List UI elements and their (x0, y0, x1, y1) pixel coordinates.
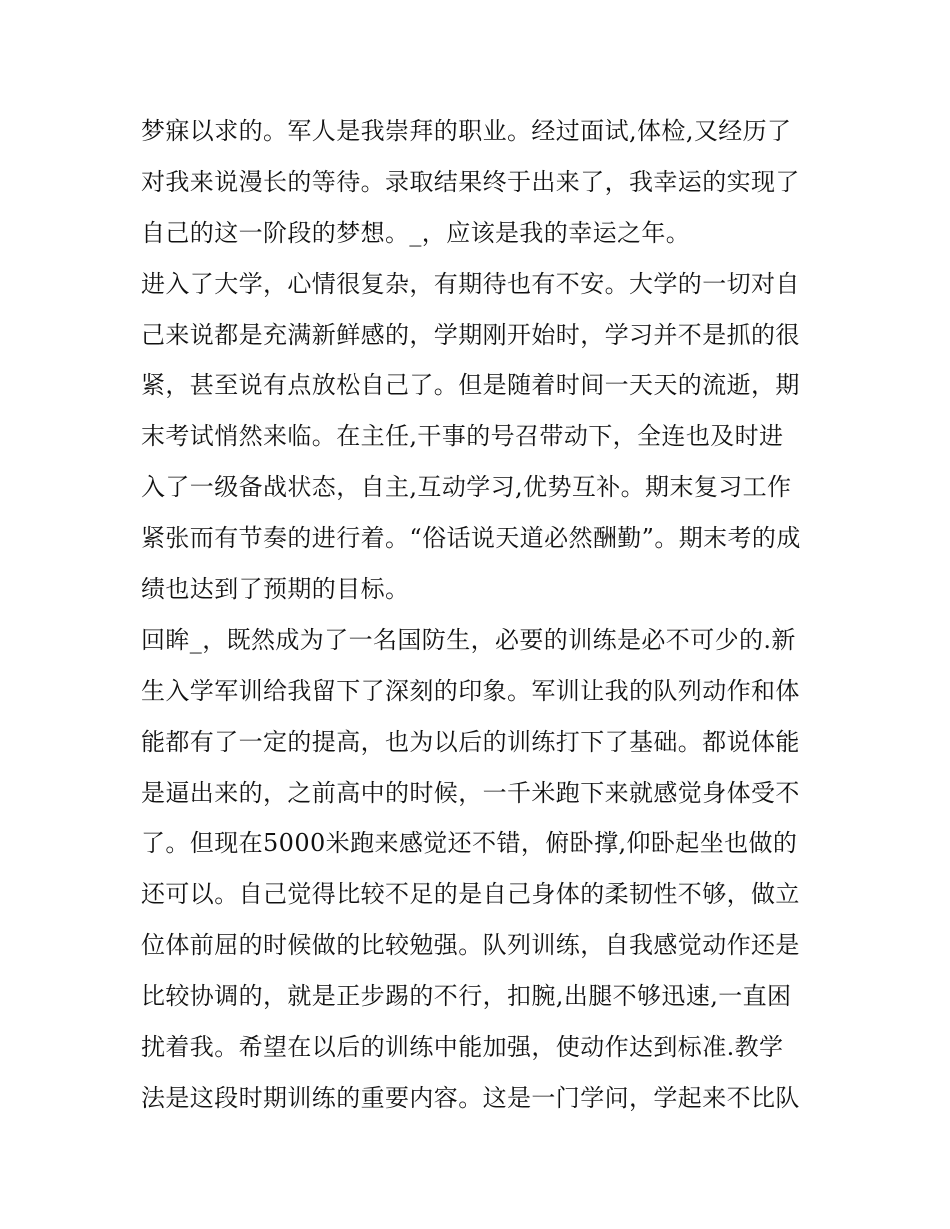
text-line: 生入学军训给我留下了深刻的印象。军训让我的队列动作和体 (141, 676, 800, 705)
text-line: 扰着我。希望在以后的训练中能加强，使动作达到标准.教学 (141, 1033, 784, 1062)
text-line: 是逼出来的，之前高中的时候，一千米跑下来就感觉身体受不 (141, 778, 800, 807)
text-line: 入了一级备战状态，自主,互动学习,优势互补。期末复习工作 (141, 473, 792, 502)
text-line: 梦寐以求的。军人是我崇拜的职业。经过面试,体检,又经历了 (141, 117, 792, 145)
text-line: 位体前屈的时候做的比较勉强。队列训练，自我感觉动作还是 (141, 931, 800, 960)
text-line: 进入了大学，心情很复杂，有期待也有不安。大学的一切对自 (141, 269, 800, 298)
text-line: 绩也达到了预期的目标。 (141, 575, 410, 604)
text-line: 己来说都是充满新鲜感的，学期刚开始时，学习并不是抓的很 (141, 320, 800, 349)
text-line: 对我来说漫长的等待。录取结果终于出来了，我幸运的实现了 (141, 167, 800, 196)
text-line: 了。但现在5000米跑来感觉还不错，俯卧撑,仰卧起坐也做的 (141, 829, 798, 858)
text-line: 紧，甚至说有点放松自己了。但是随着时间一天天的流逝，期 (141, 371, 800, 400)
text-line: 能都有了一定的提高，也为以后的训练打下了基础。都说体能 (141, 727, 800, 756)
text-line: 回眸_，既然成为了一名国防生，必要的训练是必不可少的.新 (141, 625, 796, 654)
text-line: 自己的这一阶段的梦想。_，应该是我的幸运之年。 (141, 218, 691, 247)
text-line: 末考试悄然来临。在主任,干事的号召带动下，全连也及时进 (141, 422, 784, 451)
document-body (141, 106, 821, 1124)
text-line: 法是这段时期训练的重要内容。这是一门学问，学起来不比队 (141, 1083, 800, 1112)
text-line: 比较协调的，就是正步踢的不行，扣腕,出腿不够迅速,一直困 (141, 982, 792, 1011)
text-line: 紧张而有节奏的进行着。“俗话说天道必然酬勤”。期末考的成 (141, 524, 801, 553)
text-line: 还可以。自己觉得比较不足的是自己身体的柔韧性不够，做立 (141, 880, 800, 909)
